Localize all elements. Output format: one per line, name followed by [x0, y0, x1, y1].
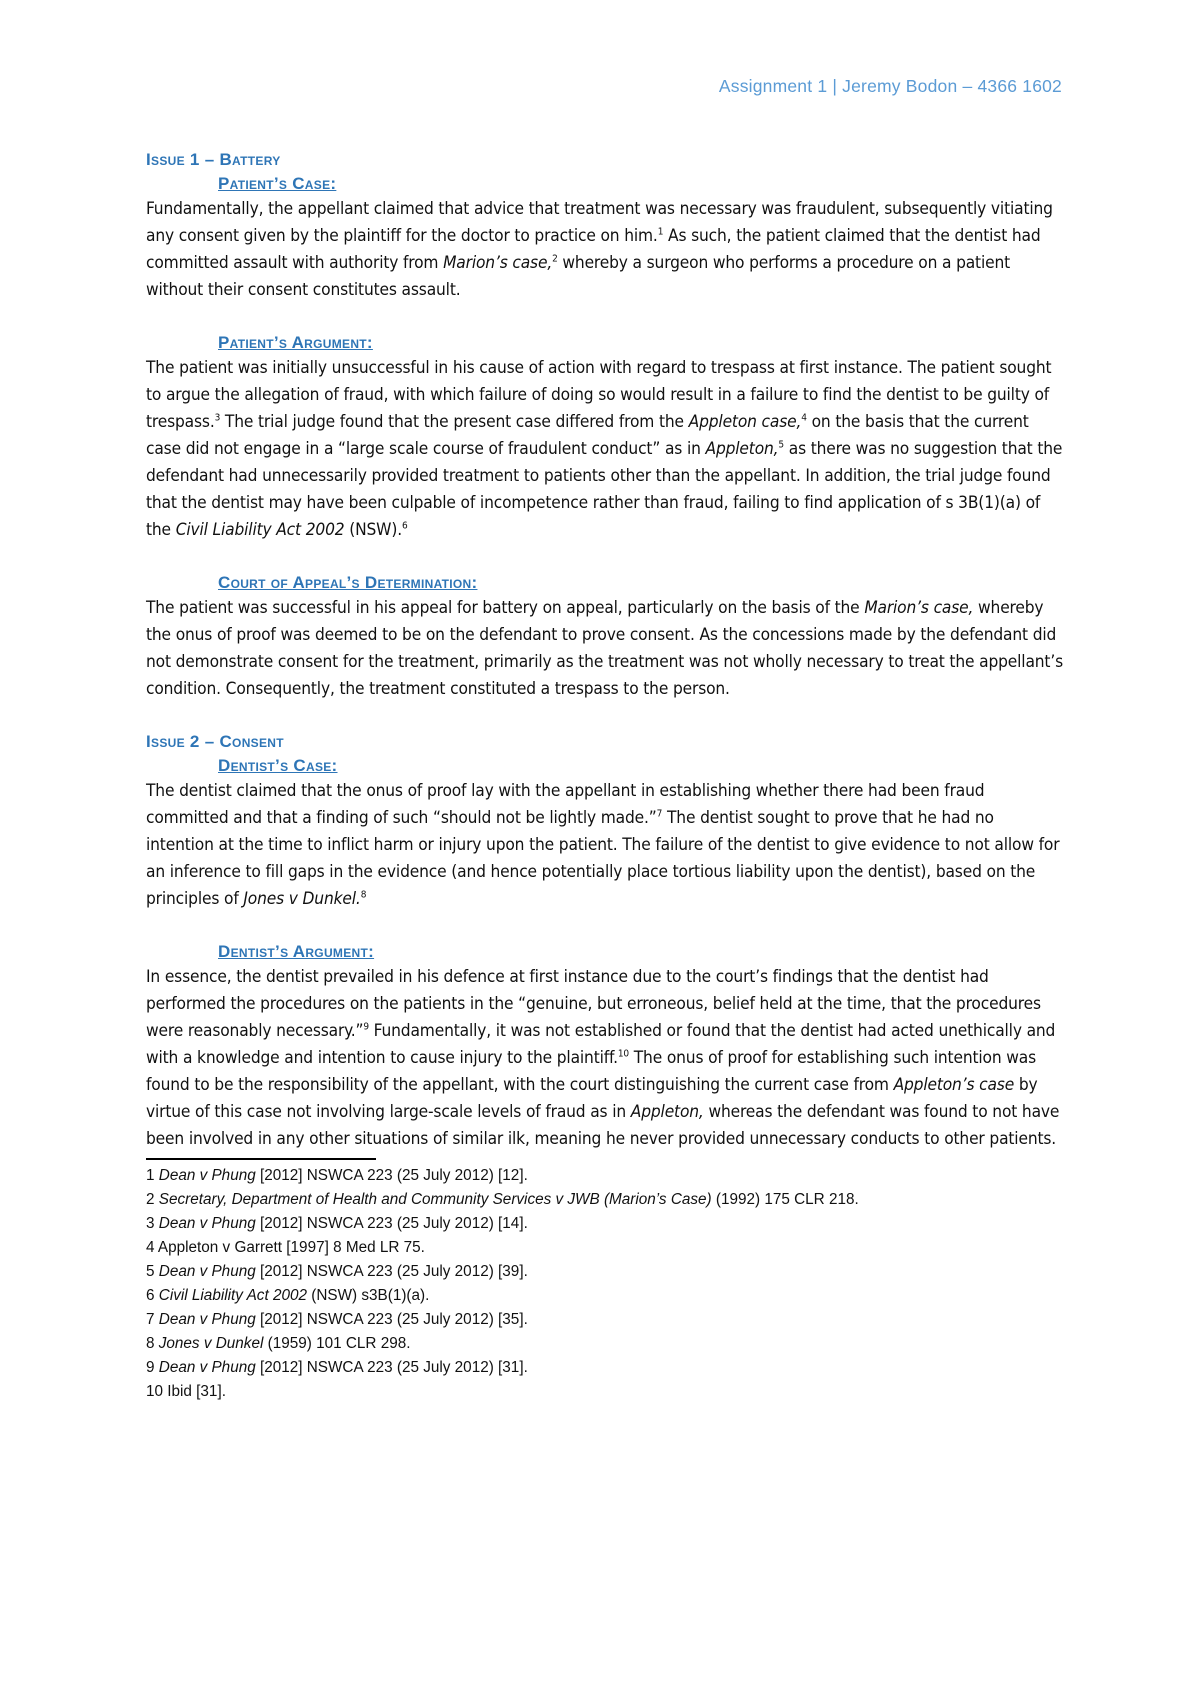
- footnote-separator: [146, 1158, 376, 1160]
- section-paragraph: Fundamentally, the appellant claimed that advice that treatment was necessary was fraudulent, subsequently vitiating any consent given by the plaintiff for the doctor to practice on him.$^1$ As such, the patient claimed that the dentist had committed assault with authority from Marion’s case,$^2$ whereby a surgeon who performs a procedure on a patient without their consent constitutes assault.: [146, 199, 1053, 300]
- footnote: 8 Jones v Dunkel (1959) 101 CLR 298.: [146, 1335, 411, 1352]
- issue-heading: Issue 1 – Battery: [146, 150, 281, 169]
- section-subheading: Dentist’s Case:: [218, 756, 338, 775]
- section-subheading: Court of Appeal’s Determination:: [218, 573, 478, 592]
- document-body: [146, 148, 1066, 1404]
- footnote: 7 Dean v Phung [2012] NSWCA 223 (25 July 2012) [35].: [146, 1311, 528, 1328]
- section-paragraph: In essence, the dentist prevailed in his defence at first instance due to the court’s findings that the dentist had performed the procedures on the patients in the “genuine, but erroneous, belief held at the time, that the procedures were reasonably necessary.”$^9$ Fundamentally, it was not established or found that the dentist had acted unethically and with a knowledge and intention to cause injury to the plaintiff.$^{10}$ The onus of proof for establishing such intention was found to be the responsibility of the appellant, with the court distinguishing the current case from Appleton’s case by virtue of this case not involving large-scale levels of fraud as in Appleton, whereas the defendant was found to not have been involved in any other situations of similar ilk, meaning he never provided unnecessary conducts to other patients.: [146, 967, 1060, 1149]
- footnote: 5 Dean v Phung [2012] NSWCA 223 (25 July 2012) [39].: [146, 1263, 528, 1280]
- section-paragraph: The patient was successful in his appeal for battery on appeal, particularly on the basis of the Marion’s case, whereby the onus of proof was deemed to be on the defendant to prove consent. As the concessions made by the defendant did not demonstrate consent for the treatment, primarily as the treatment was not wholly necessary to treat the appellant’s condition. Consequently, the treatment constituted a trespass to the person.: [146, 598, 1063, 699]
- footnote: 2 Secretary, Department of Health and Community Services v JWB (Marion’s Case) (1992) 175 CLR 218.: [146, 1191, 859, 1208]
- issue-heading: Issue 2 – Consent: [146, 732, 284, 751]
- page-header: Assignment 1 | Jeremy Bodon – 4366 1602: [718, 76, 1062, 96]
- footnote: 4 Appleton v Garrett [1997] 8 Med LR 75.: [146, 1239, 425, 1256]
- footnote: 6 Civil Liability Act 2002 (NSW) s3B(1)(a).: [146, 1287, 430, 1304]
- section-paragraph: The dentist claimed that the onus of proof lay with the appellant in establishing whether there had been fraud committed and that a finding of such “should not be lightly made.”$^7$ The dentist sought to prove that he had no intention at the time to inflict harm or injury upon the patient. The failure of the dentist to give evidence to not allow for an inference to fill gaps in the evidence (and hence potentially place tortious liability upon the dentist), based on the principles of Jones v Dunkel.$^8$: [146, 781, 1060, 909]
- footnote: 1 Dean v Phung [2012] NSWCA 223 (25 July 2012) [12].: [146, 1167, 528, 1184]
- section-paragraph: The patient was initially unsuccessful in his cause of action with regard to trespass at first instance. The patient sought to argue the allegation of fraud, with which failure of doing so would result in a failure to find the dentist to be guilty of trespass.$^3$ The trial judge found that the present case differed from the Appleton case,$^4$ on the basis that the current case did not engage in a “large scale course of fraudulent conduct” as in Appleton,$^5$ as there was no suggestion that the defendant had unnecessarily provided treatment to patients other than the appellant. In addition, the trial judge found that the dentist may have been culpable of incompetence rather than fraud, failing to find application of s 3B(1)(a) of the Civil Liability Act 2002 (NSW).$^6$: [146, 358, 1063, 540]
- footnote: 10 Ibid [31].: [146, 1383, 226, 1400]
- section-subheading: Patient’s Argument:: [218, 333, 373, 352]
- section-subheading: Patient’s Case:: [218, 174, 337, 193]
- section-subheading: Dentist’s Argument:: [218, 942, 375, 961]
- footnote: 3 Dean v Phung [2012] NSWCA 223 (25 July 2012) [14].: [146, 1215, 528, 1232]
- footnote: 9 Dean v Phung [2012] NSWCA 223 (25 July 2012) [31].: [146, 1359, 528, 1376]
